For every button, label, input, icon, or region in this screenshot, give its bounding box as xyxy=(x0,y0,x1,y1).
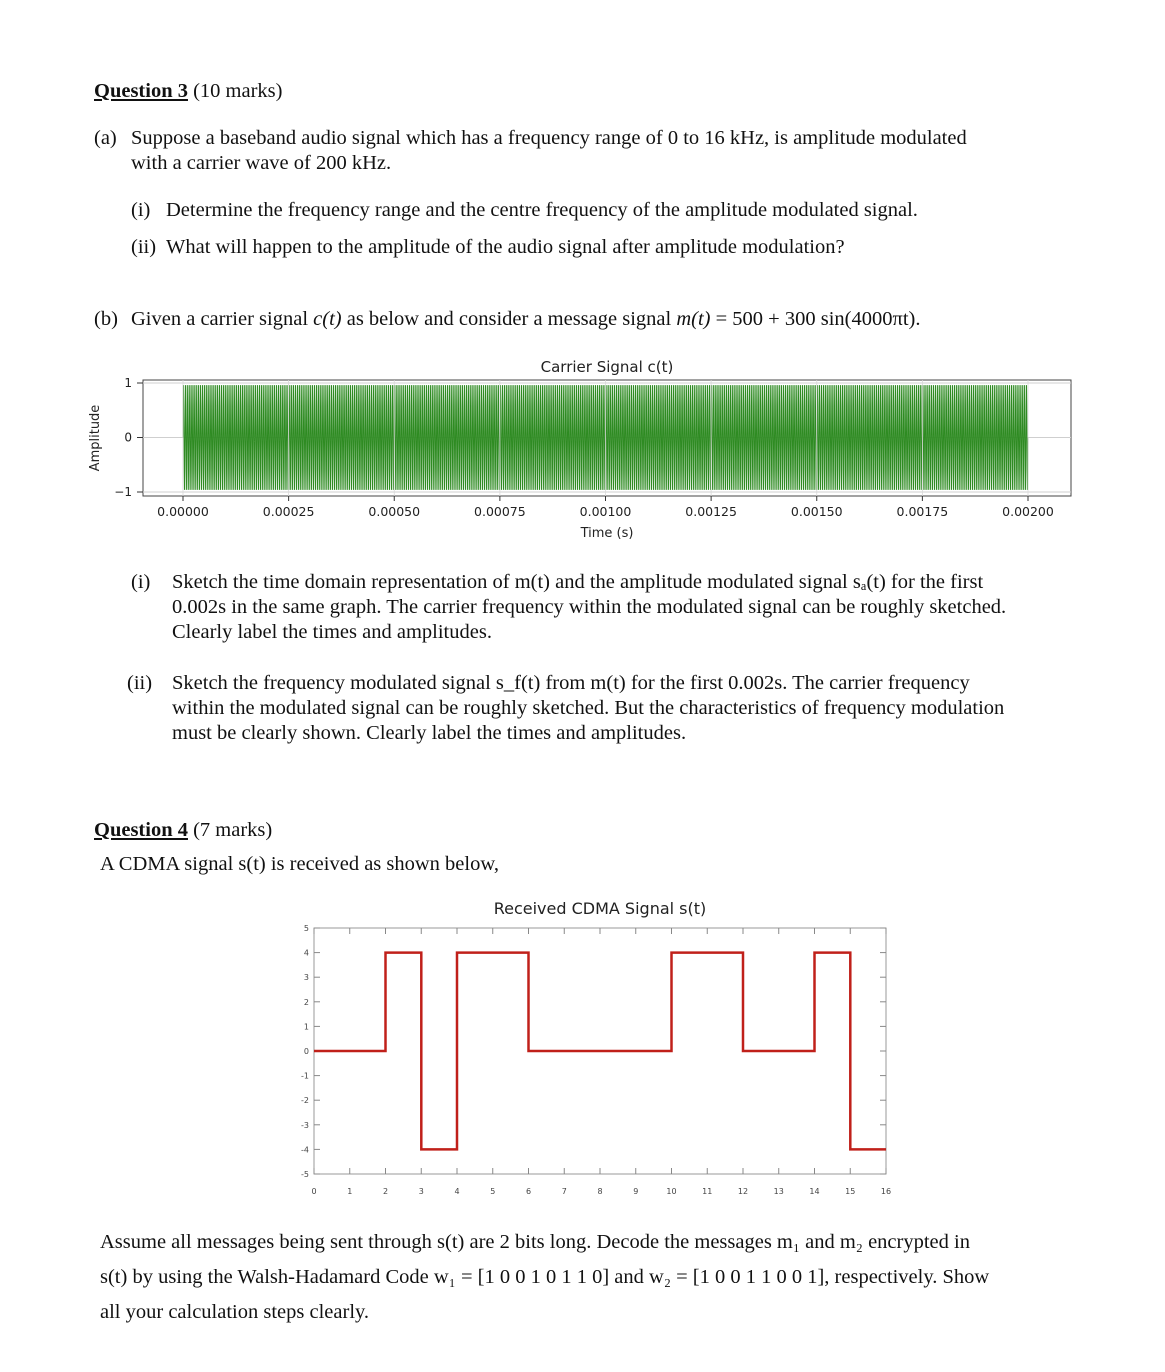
cdma-ytick-label: 0 xyxy=(303,1047,309,1056)
q3a-line2: with a carrier wave of 200 kHz. xyxy=(131,152,392,174)
q3b-ii-line1: Sketch the frequency modulated signal s_f(t) from m(t) for the first 0.002s. The carrier frequency xyxy=(172,672,970,694)
q4-line3: all your calculation steps clearly. xyxy=(100,1301,370,1323)
cdma-xtick-label: 13 xyxy=(773,1187,784,1196)
cdma-chart xyxy=(280,890,900,1210)
q3a-ii-label: (ii) xyxy=(131,236,157,258)
cdma-x-ticks xyxy=(311,1187,891,1196)
carrier-xtick-label: 0.00000 xyxy=(157,504,209,519)
q3-title: Question 3 xyxy=(94,80,188,102)
carrier-xtick-label: 0.00050 xyxy=(368,504,421,519)
q3b-i-line1: Sketch the time domain representation of m(t) and the amplitude modulated signal sₐ(t) for the first xyxy=(172,571,984,593)
cdma-xtick-label: 16 xyxy=(880,1187,892,1196)
cdma-y-ticks xyxy=(301,924,309,1179)
carrier-xtick-label: 0.00150 xyxy=(790,504,843,519)
q3b-ii-line3: must be clearly shown. Clearly label the times and amplitudes. xyxy=(172,722,687,744)
q3b-label: (b) xyxy=(94,308,118,330)
q4-heading xyxy=(94,819,272,842)
carrier-xtick-label: 0.00100 xyxy=(579,504,632,519)
carrier-y-ticks xyxy=(114,376,143,499)
carrier-xtick-label: 0.00175 xyxy=(896,504,949,519)
cdma-ytick-label: -5 xyxy=(301,1170,309,1179)
cdma-chart-title: Received CDMA Signal s(t) xyxy=(493,899,707,918)
cdma-xtick-label: 6 xyxy=(525,1187,532,1196)
cdma-xtick-label: 2 xyxy=(382,1187,389,1196)
cdma-xtick-label: 14 xyxy=(809,1187,820,1196)
carrier-ytick-label: −1 xyxy=(114,485,132,499)
q3b-ii-line2: within the modulated signal can be roughly sketched. But the characteristics of frequency modulation xyxy=(172,697,1005,719)
carrier-xlabel: Time (s) xyxy=(580,526,634,541)
cdma-ytick-label: -1 xyxy=(301,1071,309,1081)
cdma-xtick-label: 9 xyxy=(633,1187,639,1196)
carrier-xtick-label: 0.00200 xyxy=(1002,504,1054,519)
q4-marks: (7 marks) xyxy=(193,819,273,841)
q3-heading xyxy=(94,80,283,103)
carrier-ytick-label: 1 xyxy=(124,376,132,390)
carrier-ylabel: Amplitude xyxy=(88,404,103,472)
cdma-xtick-label: 10 xyxy=(666,1187,677,1196)
cdma-xtick-label: 4 xyxy=(454,1187,460,1196)
cdma-ytick-label: -3 xyxy=(301,1120,309,1130)
cdma-xtick-label: 1 xyxy=(347,1187,353,1196)
q3-marks: (10 marks) xyxy=(193,80,283,102)
cdma-xtick-label: 0 xyxy=(311,1187,317,1196)
carrier-chart xyxy=(80,350,1080,550)
cdma-xtick-label: 8 xyxy=(597,1187,603,1196)
q4-line1: Assume all messages being sent through s(t) are 2 bits long. Decode the messages m₁ and m₂ encrypted in xyxy=(100,1231,970,1253)
q3a-line1: Suppose a baseband audio signal which has a frequency range of 0 to 16 kHz, is amplitude modulated xyxy=(131,127,967,149)
cdma-ytick-label: -2 xyxy=(301,1096,309,1106)
cdma-xtick-label: 5 xyxy=(490,1187,496,1196)
q3b-i-line3: Clearly label the times and amplitudes. xyxy=(172,621,492,643)
cdma-ytick-label: 1 xyxy=(303,1022,309,1032)
q3a-i-text: Determine the frequency range and the centre frequency of the amplitude modulated signal. xyxy=(166,199,918,221)
cdma-xtick-label: 7 xyxy=(561,1187,567,1196)
carrier-xtick-label: 0.00025 xyxy=(262,504,315,519)
q3b-ii-label: (ii) xyxy=(127,672,153,694)
q4-line2: s(t) by using the Walsh-Hadamard Code w₁ = [1 0 0 1 0 1 1 0] and w₂ = [1 0 0 1 1 0 0 1], respectively. Show xyxy=(100,1266,990,1288)
q3b-i-line2: 0.002s in the same graph. The carrier frequency within the modulated signal can be roughly sketched. xyxy=(172,596,1007,618)
q4-title: Question 4 xyxy=(94,819,188,841)
cdma-ytick-label: 3 xyxy=(303,973,309,983)
carrier-xtick-label: 0.00125 xyxy=(685,504,737,519)
cdma-xtick-label: 12 xyxy=(737,1187,749,1196)
q3a-i-label: (i) xyxy=(131,199,151,221)
cdma-ytick-label: 5 xyxy=(303,924,309,933)
cdma-xtick-label: 11 xyxy=(702,1187,713,1196)
carrier-chart-title: Carrier Signal c(t) xyxy=(540,358,674,376)
cdma-ytick-label: 2 xyxy=(303,997,309,1007)
cdma-ytick-label: 4 xyxy=(303,948,309,958)
q3a-label: (a) xyxy=(94,127,117,149)
q3a-ii-text: What will happen to the amplitude of the audio signal after amplitude modulation? xyxy=(166,236,845,258)
carrier-ytick-label: 0 xyxy=(124,430,132,445)
cdma-xtick-label: 15 xyxy=(845,1187,856,1196)
q4-intro: A CDMA signal s(t) is received as shown below, xyxy=(100,853,499,875)
q3b-text: Given a carrier signal c(t) as below and consider a message signal m(t) = 500 + 300 sin(4000πt). xyxy=(131,308,921,330)
carrier-xtick-label: 0.00075 xyxy=(474,504,526,519)
cdma-ytick-label: -4 xyxy=(301,1145,309,1155)
cdma-xtick-label: 3 xyxy=(418,1187,424,1196)
q3b-i-label: (i) xyxy=(131,571,151,593)
